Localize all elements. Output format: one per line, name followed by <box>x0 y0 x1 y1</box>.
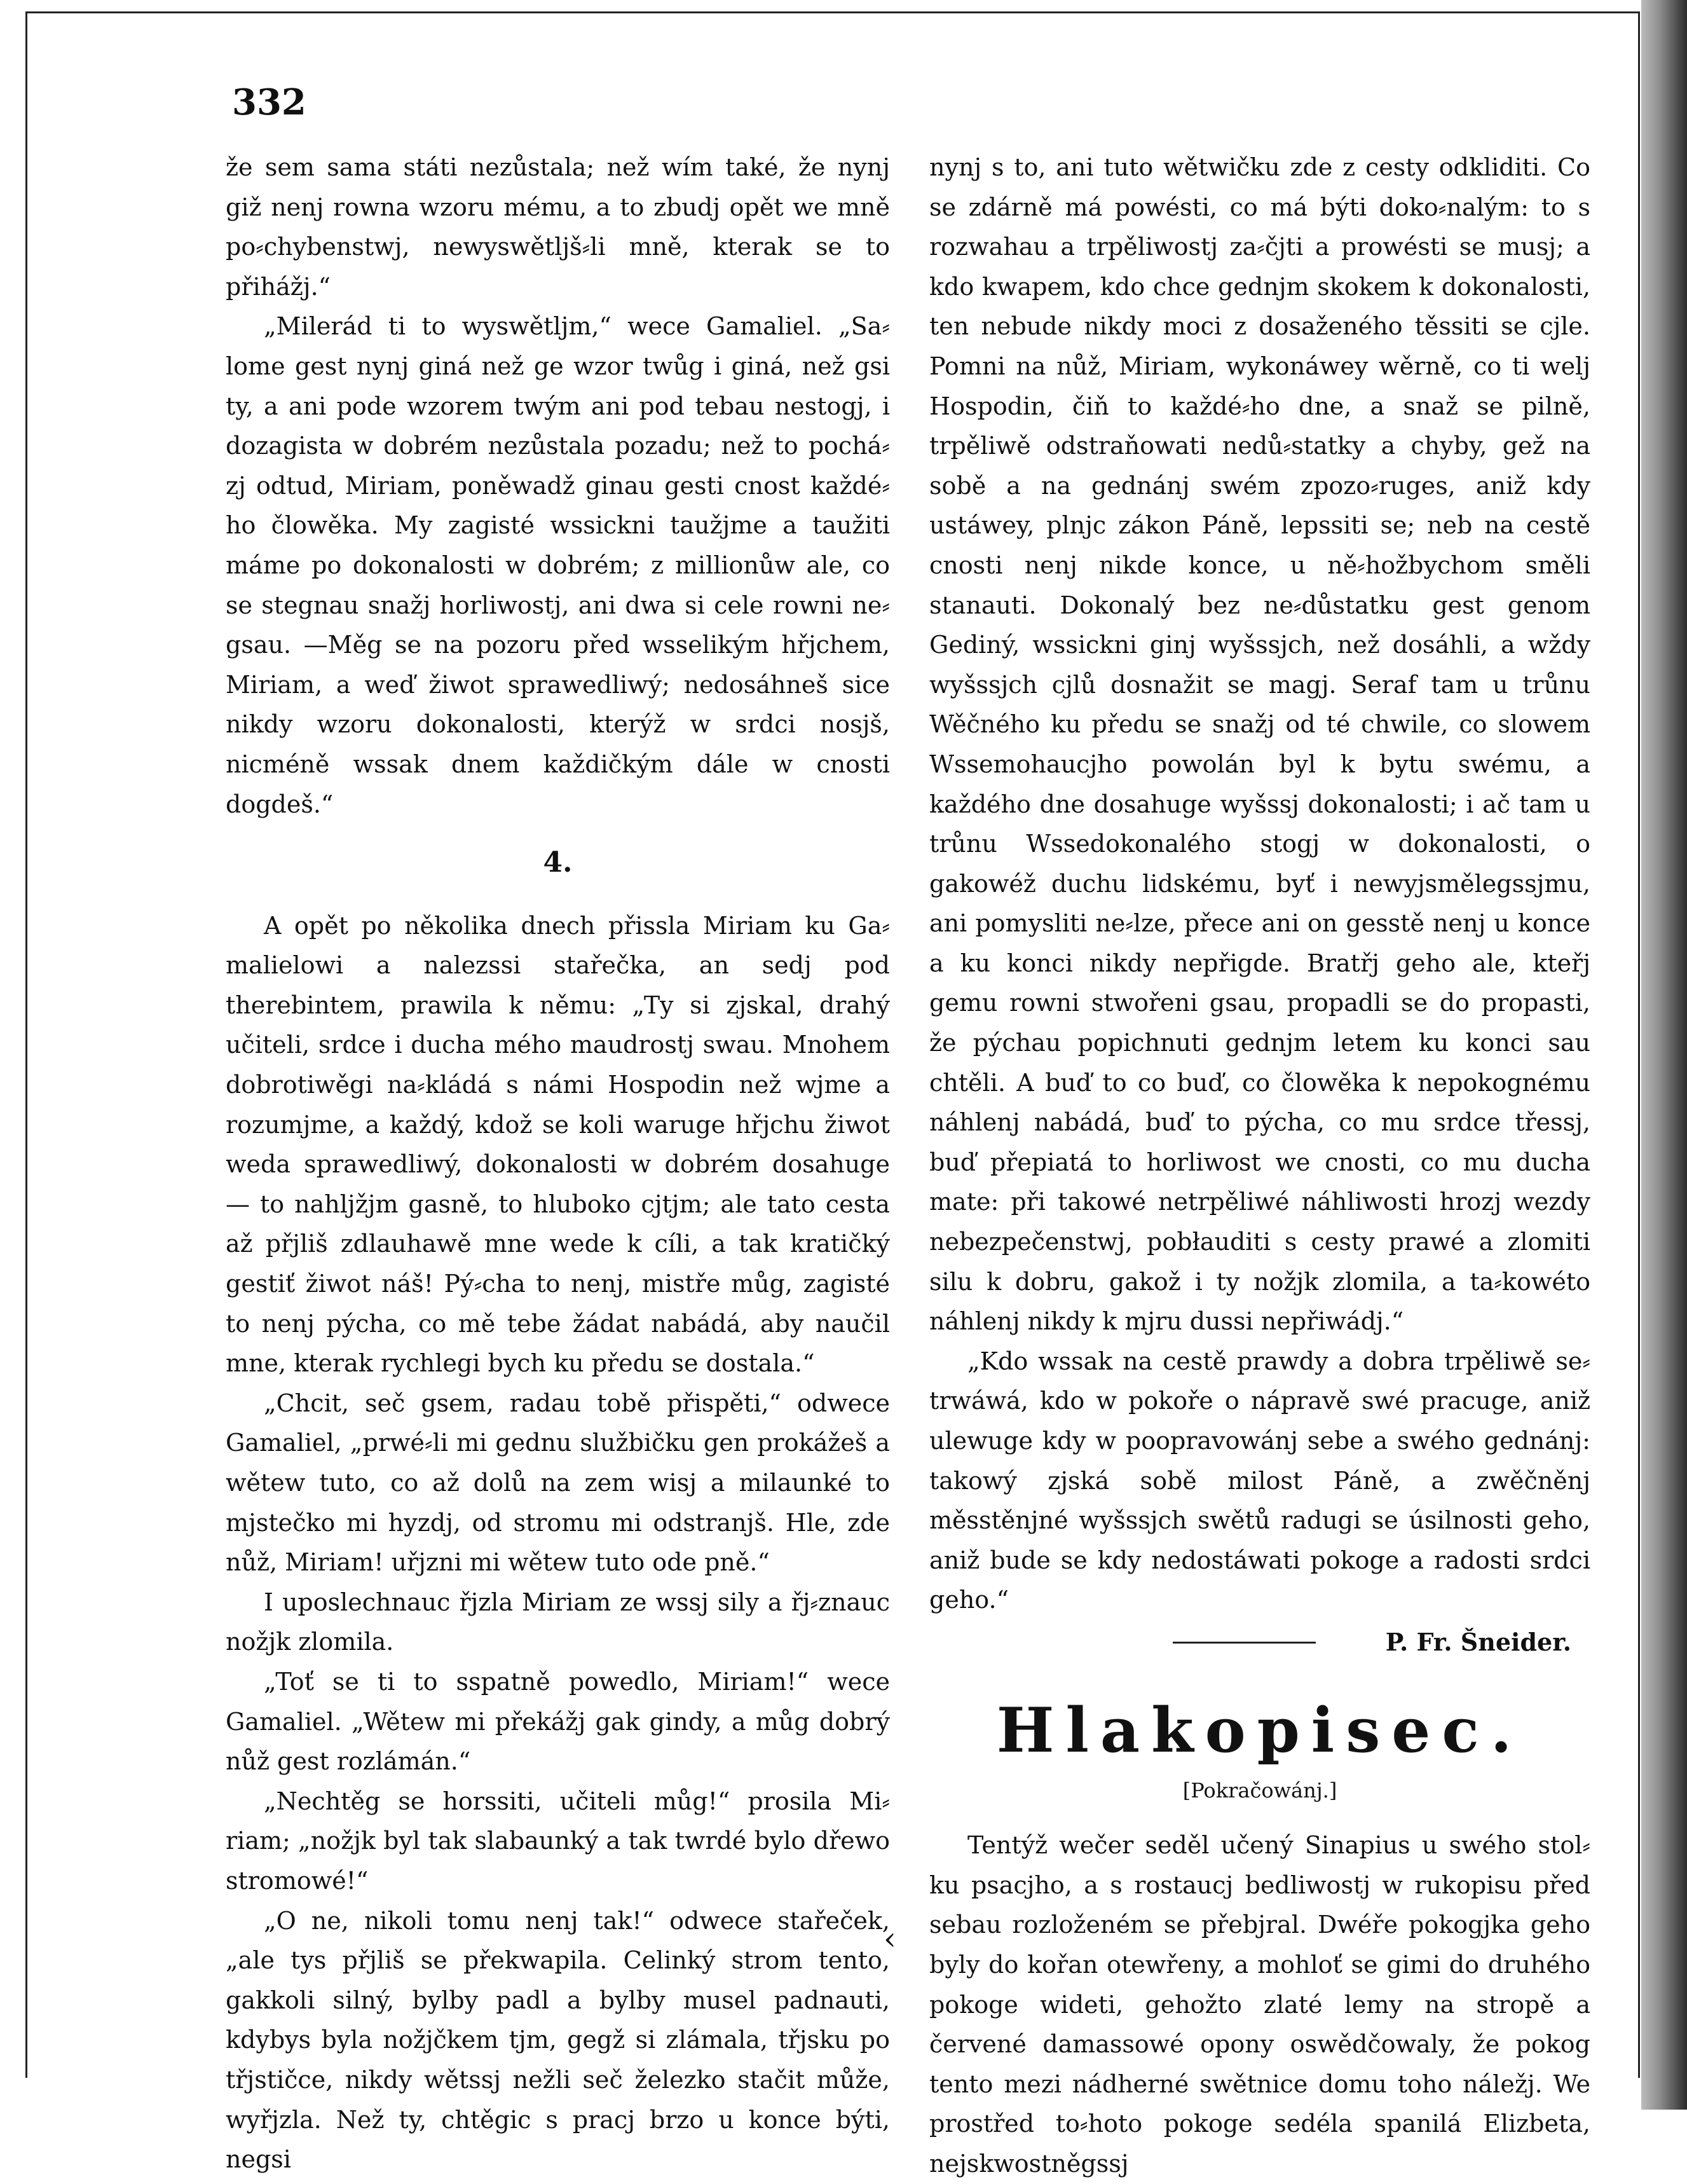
section-number: 4. <box>543 846 573 879</box>
signature-rule <box>1173 1642 1316 1644</box>
section-subheading: [Pokračowánj.] <box>1182 1778 1337 1803</box>
paragraph: „Kdo wssak na cestě prawdy a dobra trpěliwě se⸗trwáwá, kdo w pokoře o nápravě swé pracuge, aniž ulewuge kdy w poopravowánj sebe a swého gednánj: takowý zjská sobě milost Páně, a zwěčněnj měsstěnjné wyšssjch swětů radugi se úsilnosti geho, aniž bude se kdy nedostáwati pokoge a radosti srdci geho.“ <box>929 1347 1590 1614</box>
paragraph: „Chcit, seč gsem, radau tobě přispěti,“ odwece Gamaliel, „prwé⸗li mi gednu službičku gen prokážeš a wětew tuto, co až dolů na zem wisj a milaunké to mjstečko mi hyzdj, od stromu mi odstranjš. Hle, zde nůž, Miriam! uřjzni mi wětew tuto ode pně.“ <box>226 1389 890 1577</box>
paragraph: „Nechtěg se horssiti, učiteli můg!“ prosila Mi⸗riam; „nožjk byl tak slabaunký a tak twrdé bylo dřewo stromowé!“ <box>226 1787 890 1895</box>
paragraph: I uposlechnauc řjzla Miriam ze wssj sily a řj⸗znauc nožjk zlomila. <box>226 1588 890 1656</box>
left-column <box>226 148 890 2180</box>
paragraph: nynj s to, ani tuto wětwičku zde z cesty odkliditi. Co se zdárně má powésti, co má býti doko⸗nalým: to s rozwahau a trpěliwostj za⸗čjti a prowésti se musj; a kdo kwapem, kdo chce gednjm skokem k dokonalosti, ten nebude nikdy moci z dosaženého těssiti se cjle. Pomni na nůž, Miriam, wykonáwey wěrně, co ti welj Hospodin, čiň to každé⸗ho dne, a snaž se pilně, trpěliwě odstraňowati nedů⸗statky a chyby, gež na sobě a na gednánj swém zpozo⸗ruges, aniž kdy ustáwey, plnjc zákon Páně, lepssiti se; neb na cestě cnosti nenj nikde konce, u ně⸗hožbychom směli stanauti. Dokonalý bez ne⸗důstatku gest genom Gediný, wssickni ginj wyšssjch, než dosáhli, a wždy wyšssjch cjlů dosnažit se magj. Seraf tam u trůnu Wěčného ku předu se snažj od té chwile, co slowem Wssemohaucjho powolán byl k bytu swému, a každého dne dosahuge wyšssj dokonalosti; i ač tam u trůnu Wssedokonalého stogj w dokonalosti, o gakowéž duchu lidskému, byť i newyjsmělegssjmu, ani pomysliti ne⸗lze, přece ani on gesstě nenj u konce a ku konci nikdy nepřigde. Bratřj geho ale, kteřj gemu rowni stwořeni gsau, propadli se do propasti, že pýchau popichnuti gednjm letem ku konci sau chtěli. A buď to co buď, co člowěka k nepokognému náhlenj nabádá, buď to pýcha, co mu srdce třessj, buď přepiatá to horliwost we cnosti, co mu ducha mate: při takowé netrpěliwé náhliwosti hrozj wezdy nebezpečenstwj, pobłauditi s cesty prawé a zlomiti silu k dobru, gakož i ty nožjk zlomila, a ta⸗kowéto náhlenj nikdy k mjru dussi nepřiwádj.“ <box>929 153 1590 1336</box>
author-signature: P. Fr. Šneider. <box>1385 1627 1571 1656</box>
paragraph: „O ne, nikoli tomu nenj tak!“ odwece stařeček, „ale tys přjliš se překwapila. Celinký strom tento, gakkoli silný, bylby padl a bylby musel padnauti, kdybys byla nožjčkem tjm, gegž si zlámala, třjsku po třjstičce, nikdy wětssj nežli seč železko stačit může, wyřjzla. Než ty, chtěgic s pracj brzo u konce býti, negsi <box>226 1906 890 2174</box>
scan-edge-shadow <box>1641 0 1687 2110</box>
signature-row <box>929 1623 1590 1663</box>
paragraph: „Milerád ti to wyswětljm,“ wece Gamaliel. „Sa⸗lome gest nynj giná než ge wzor twůg i giná, než gsi ty, a ani pode wzorem twým ani pod tebau nestogj, i dozagista w dobrém nezůstala pozadu; než to pochá⸗zj odtud, Miriam, poněwadž ginau gesti cnost každé⸗ho člowěka. My zagisté wssickni taužjme a taužiti máme po dokonalosti w dobrém; z millionůw ale, co se stegnau snažj horliwostj, ani dwa si cele rowni ne⸗gsau. —Měg se na pozoru před wsselikým hřjchem, Miriam, a weď žiwot sprawedliwý; nedosáhneš sice nikdy wzoru dokonalosti, kterýž w srdci nosjš, nicméně wssak dnem každičkým dále w cnosti dogdeš.“ <box>226 312 890 818</box>
paragraph: „Toť se ti to sspatně powedlo, Miriam!“ wece Gamaliel. „Wětew mi překážj gak gindy, a můg dobrý nůž gest rozlámán.“ <box>226 1667 890 1776</box>
margin-bracket-mark: ‹ <box>884 1920 896 1957</box>
right-column <box>929 148 1590 2184</box>
paragraph: A opět po několika dnech přissla Miriam ku Ga⸗malielowi a nalezssi stařečka, an sedj pod therebintem, prawila k němu: „Ty si zjskal, drahý učiteli, srdce i ducha mého maudrostj swau. Mnohem dobrotiwěgi na⸗kládá s námi Hospodin než wjme a rozumjme, a každý, kdož se koli waruge hřjchu žiwot weda sprawedliwý, dokonalosti w dobrém dosahuge — to nahljžjm gasně, to hluboko cjtjm; ale tato cesta až přjliš zdlauhawě mne wede k cíli, a tak kratičký gestiť žiwot náš! Pý⸗cha to nenj, mistře můg, zagisté to nenj pýcha, co mě tebe žádat nabádá, aby naučil mne, kterak rychlegi bych ku předu se dostala.“ <box>226 911 890 1378</box>
paragraph: že sem sama státi nezůstala; než wím také, že nynj giž nenj rowna wzoru mému, a to zbudj opět we mně po⸗chybenstwj, newyswětljš⸗li mně, kterak se to přihážj.“ <box>226 153 890 301</box>
paragraph: Tentýž wečer seděl učený Sinapius u swého stol⸗ku psacjho, a s rostaucj bedliwostj w rukopisu před sebau rozloženém se přebjral. Dwéře pokogjka geho byly do kořan otewřeny, a mohloť se gimi do druhého pokoge wideti, gehožto zlaté lemy na stropě a červené damassowé opony oswědčowaly, že pokog tento mezi nádherné swětnice domu toho náležj. We prostřed to⸗hoto pokoge sedéla spanilá Elizbeta, nejskwostněgssj <box>929 1831 1590 2178</box>
section-heading: Hlakopisec. <box>996 1694 1524 1766</box>
page-number: 332 <box>232 81 306 123</box>
